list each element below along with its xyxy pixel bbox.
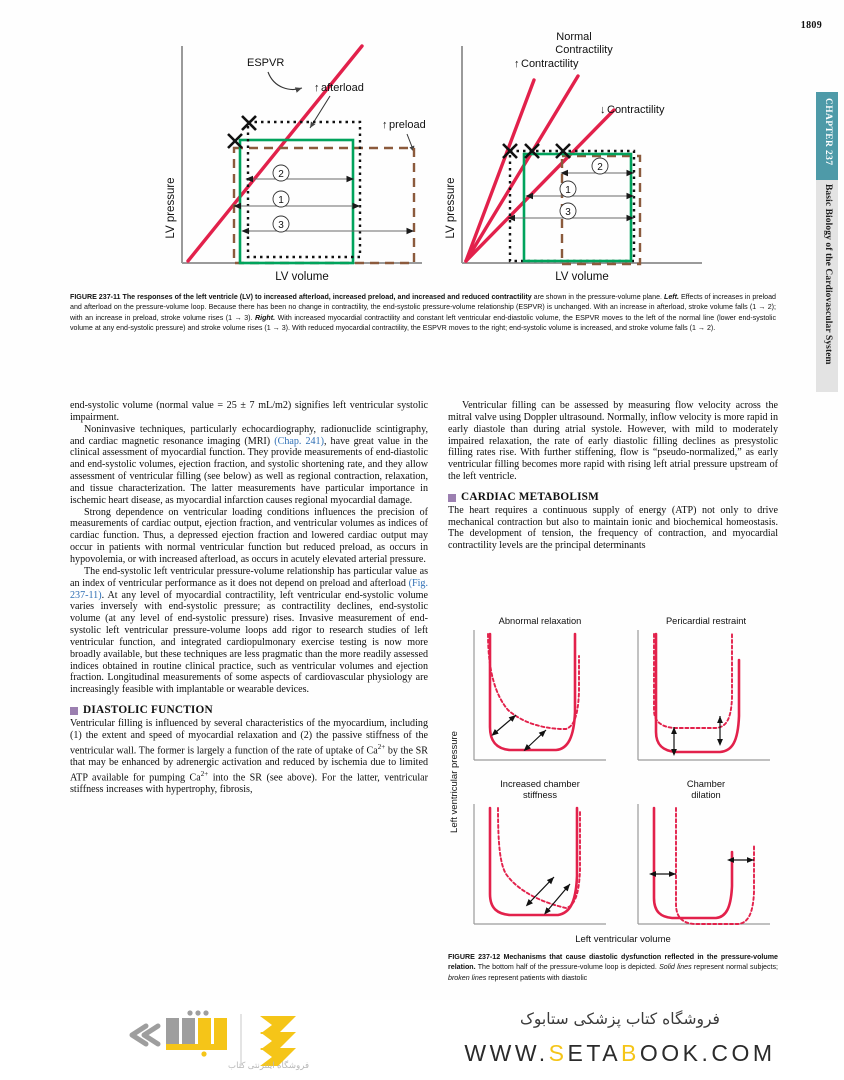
contractility-up-arrow: ↑ bbox=[514, 58, 520, 70]
fig12-caption-end: represent patients with diastolic bbox=[486, 973, 588, 982]
normal-contractility-label-line2: Contractility bbox=[555, 44, 613, 56]
preload-arrow-glyph: ↑ bbox=[382, 119, 388, 131]
url-part-www: WWW. bbox=[464, 1040, 549, 1066]
setabook-logo bbox=[78, 1008, 378, 1074]
logo-wordmark bbox=[132, 1010, 227, 1056]
paragraph-right-1: Ventricular filling can be assessed by measuring flow velocity across the mitral valve using Doppler ultrasound. Normally, inflow velocity is more rapid in early diastole than during atrial systole. However, with mild to moderately impaired relaxation, the rate of early diastolic filling declines as presystolic filling rates rise. With further stiffening, flow is “pseudo-normalized,” as early ventricular filling becomes more rapid with rising left atrial pressure upstream of the left ventricle. bbox=[448, 400, 778, 483]
increased-afterload-loop bbox=[248, 122, 360, 257]
restrained-pv-curve bbox=[654, 634, 732, 728]
increased-contractility-loop bbox=[524, 154, 631, 261]
url-part-s: S bbox=[548, 1040, 568, 1066]
increased-contractility-label: Contractility bbox=[521, 58, 579, 70]
fig11-caption-rest: are shown in the pressure-volume plane. bbox=[531, 293, 664, 301]
fig11-caption-right-text: With increased myocardial contractility and constant left ventricular end-diastolic volume, the ESPVR moves to the left of the normal line (lower end-systolic volume at any end-systolic pressure) and stroke volume rises (1 → 3). With reduced myocardial contractility, the ESPVR moves to the right; end-systolic volume is increased, and stroke volume falls (1 → 2). bbox=[70, 313, 776, 332]
logo-chevron-icon bbox=[260, 1016, 296, 1066]
paragraph-left-2: Noninvasive techniques, particularly echocardiography, radionuclide scintigraphy, and cardiac magnetic resonance imaging (MRI) (Chap. 241), have great value in the clinical assessment of myocardial function. They provide measurements of end-diastolic and end-systolic volumes, ejection fraction, and systolic shortening rate, and they allow assessment of ventricular filling (see below) as well as regional contraction, relaxation, and tissue characterization. The latter measurements have particular importance in ischemic heart disease, as myocardial infarction causes regional myocardial damage. bbox=[70, 423, 428, 506]
page-number: 1809 bbox=[800, 20, 822, 31]
section-bullet-icon bbox=[448, 494, 456, 502]
url-part-eta: ETA bbox=[567, 1040, 622, 1066]
watermark-url[interactable] bbox=[420, 1040, 820, 1067]
section-heading-cardiac-metabolism bbox=[448, 492, 778, 504]
espvr-label: ESPVR bbox=[247, 57, 285, 69]
chapter-tab-title: Basic Biology of the Cardiovascular System bbox=[823, 184, 833, 365]
url-part-b: B bbox=[621, 1040, 640, 1066]
paragraph-left-1: end-systolic volume (normal value = 25 ± 7 mL/m2) signifies left ventricular systolic impairment. bbox=[70, 400, 428, 423]
section-bullet-icon bbox=[70, 707, 78, 715]
fig12-panel-pericardial-restraint bbox=[638, 616, 770, 760]
fig-237-11-left-panel bbox=[165, 46, 426, 283]
fig12-panel2-title: Pericardial restraint bbox=[665, 616, 747, 626]
normal-pv-curve bbox=[654, 808, 732, 918]
contractility-down-arrow: ↓ bbox=[600, 104, 606, 116]
loop-number-1: 1 bbox=[278, 195, 284, 206]
fig12-y-axis-label: Left ventricular pressure bbox=[449, 731, 460, 833]
right-panel-y-axis-label: LV pressure bbox=[445, 177, 457, 239]
right-panel-x-axis-label: LV volume bbox=[555, 271, 609, 283]
paragraph-left-3: Strong dependence on ventricular loading conditions influences the precision of measurements of cardiac output, ejection fraction, and ventricular volumes as indices of cardiac function. Thus, a depressed ejection fraction and lowered cardiac output may occur in patients with normal ventricular function but reduced preload, as occurs in hypovolemia, or with increased afterload, as occurs in acutely elevated arterial pressure. bbox=[70, 506, 428, 565]
paragraph-right-2: The heart requires a continuous supply of energy (ATP) not only to drive mechanical contraction but also to maintain ionic and biochemical homeostasis. The development of tension, the frequency of contraction, and myocardial contractility levels are the principal determinants bbox=[448, 504, 778, 552]
section-heading-diastolic-function bbox=[70, 705, 428, 717]
section-heading-label: CARDIAC METABOLISM bbox=[461, 490, 600, 503]
body-column-left bbox=[70, 400, 428, 1000]
fig12-caption-italic-1: Solid lines bbox=[659, 963, 692, 972]
body-column-right bbox=[448, 400, 778, 552]
superscript-2plus: 2+ bbox=[377, 742, 386, 751]
fig12-panel3-title-line2: stiffness bbox=[523, 790, 557, 800]
section-heading-label: DIASTOLIC FUNCTION bbox=[83, 704, 213, 717]
fig12-panel1-title: Abnormal relaxation bbox=[498, 616, 582, 626]
fig12-panel4-title-line1: Chamber bbox=[686, 779, 726, 789]
figure-237-12 bbox=[448, 612, 778, 952]
left-panel-x-axis-label: LV volume bbox=[275, 271, 329, 283]
loop-number-3: 3 bbox=[278, 220, 284, 231]
watermark-persian-tagline: فروشگاه کتاب پزشکی ستابوک bbox=[520, 1010, 720, 1028]
decreased-contractility-line bbox=[466, 110, 614, 261]
fig12-caption-mid: represent normal subjects; bbox=[691, 963, 779, 972]
fig12-caption-bold: FIGURE 237-12 Mechanisms that cause diastolic dysfunction reflected in the pressure-volume relation. bbox=[448, 953, 778, 972]
normal-contractility-label-line1: Normal bbox=[556, 31, 592, 43]
normal-pv-curve bbox=[490, 634, 575, 750]
fig12-panel4-title-line2: dilation bbox=[691, 790, 721, 800]
figure-237-11-caption bbox=[70, 292, 776, 333]
paragraph-left-5: Ventricular filling is influenced by several characteristics of the myocardium, including (1) the extent and speed of myocardial relaxation and (2) the passive stiffness of the ventricular wall. The former is largely a function of the rate of uptake of $Ca^{2+}$ by the SR that may be enhanced by adrenergic activation and reduced by ischemia due to limited ATP available for pumping $Ca^{2+}$ into the SR (see above). For the latter, ventricular stiffness increases with hypertrophy, fibrosis, bbox=[70, 717, 429, 795]
fig11-caption-left-text: Effects of increases in preload and afterload on the pressure-volume loop. Because there has been no change in contractility, the end-systolic pressure-volume relationship (ESPVR) is unchanged. With an increase in afterload, stroke volume falls (1 → 2); with an increase in preload, stroke volume rises (1 → 3). bbox=[70, 293, 776, 322]
fig-237-11-right-panel bbox=[445, 31, 702, 283]
normal-pv-curve bbox=[656, 634, 739, 752]
url-part-ook: OOK.COM bbox=[639, 1040, 776, 1066]
loop-number-3: 3 bbox=[565, 207, 571, 218]
fig12-caption-italic-2: broken lines bbox=[448, 973, 487, 982]
fig12-panel-chamber-dilation bbox=[638, 779, 770, 924]
loop-number-1: 1 bbox=[565, 185, 571, 196]
baseline-loop bbox=[240, 140, 353, 263]
decreased-contractility-label: Contractility bbox=[607, 104, 665, 116]
chapter-tab bbox=[816, 92, 838, 392]
loop-number-2: 2 bbox=[278, 169, 284, 180]
preload-label: preload bbox=[389, 119, 426, 131]
fig11-caption-left-italic: Left. bbox=[663, 293, 679, 301]
superscript-2plus: 2+ bbox=[200, 769, 209, 778]
afterload-arrow-glyph: ↑ bbox=[314, 82, 320, 94]
paragraph-left-4: The end-systolic left ventricular pressure-volume relationship has particular value as an index of ventricular performance as it does not depend on preload and afterload (Fig. 237-11). At any level of myocardial contractility, left ventricular end-systolic volume varies inversely with end-systolic pressure; as contractility declines, end-systolic volume (at any level of end-systolic pressure) rises. Invasive measurement of end-systolic left ventricular pressure-volume loops add rigor to research studies of left ventricular function, and integrated cardiopulmonary exercise testing is now more broadly available, but these techniques are less pragmatic than the more readily assessed indices obtained in routine clinical practice, such as ventricular volumes and ejection fraction. Longitudinal measurements of some aspects of cardiovascular physiology are increasingly feasible with implantable or wearable devices. bbox=[70, 565, 428, 696]
figure-cross-reference-link[interactable]: (Fig. 237-11) bbox=[70, 577, 428, 601]
chapter-cross-reference-link[interactable]: (Chap. 241) bbox=[274, 435, 324, 447]
logo-subtitle: فروشگاه اینترنتی کتاب bbox=[228, 1060, 310, 1070]
left-panel-y-axis-label: LV pressure bbox=[165, 177, 177, 239]
fig12-caption-rest: The bottom half of the pressure-volume loop is depicted. bbox=[475, 963, 660, 972]
fig12-panel-increased-chamber-stiffness bbox=[474, 779, 606, 924]
watermark-bar bbox=[0, 1000, 844, 1080]
figure-237-11 bbox=[62, 18, 778, 286]
fig11-caption-bold: FIGURE 237-11 The responses of the left ventricle (LV) to increased afterload, increased preload, and increased and reduced contractility bbox=[70, 293, 532, 301]
fig12-panel-abnormal-relaxation bbox=[474, 616, 606, 760]
chapter-tab-label: CHAPTER 237 bbox=[823, 98, 833, 166]
abnormal-pv-curve bbox=[488, 634, 579, 729]
fig12-panel3-title-line1: Increased chamber bbox=[500, 779, 580, 789]
watermark-text-block bbox=[420, 1006, 820, 1067]
dilated-pv-curve bbox=[676, 808, 754, 924]
figure-237-12-caption bbox=[448, 952, 778, 983]
fig12-x-axis-label: Left ventricular volume bbox=[575, 934, 671, 945]
afterload-label: afterload bbox=[321, 82, 364, 94]
loop-number-2: 2 bbox=[597, 162, 603, 173]
fig11-caption-right-italic: Right. bbox=[255, 313, 276, 322]
normal-contractility-line bbox=[466, 76, 578, 261]
